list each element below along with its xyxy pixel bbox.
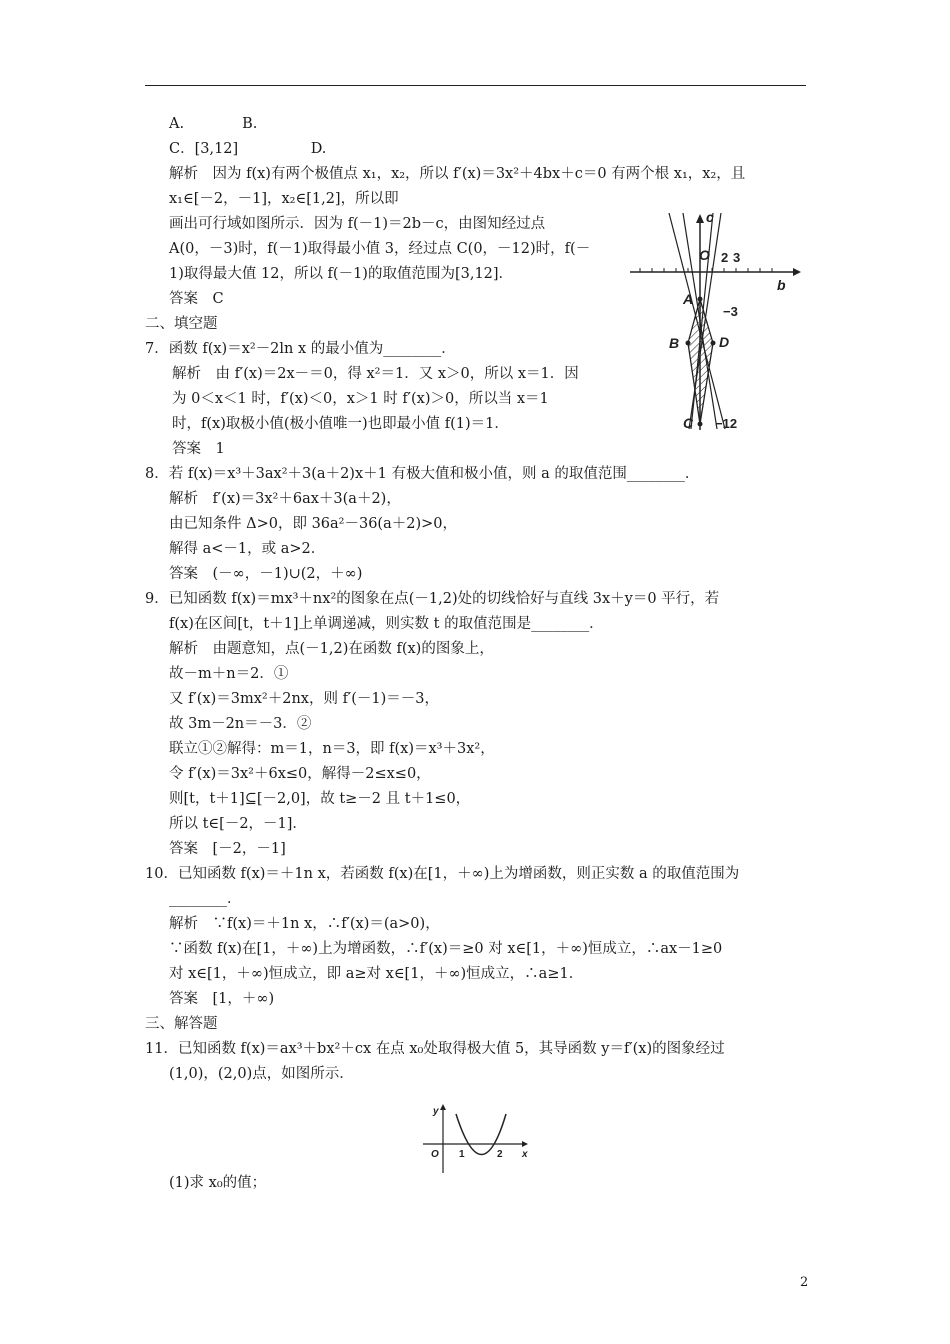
text-line: 解析 ∵f(x)＝＋1n x，∴f′(x)＝(a>0)， [169, 916, 440, 932]
feasible-region [688, 299, 713, 424]
origin-label-2: O [431, 1149, 439, 1160]
point-c-marker [698, 422, 703, 427]
text-line: (1,0)，(2,0)点，如图所示． [169, 1066, 354, 1082]
page-number: 2 [800, 1275, 809, 1290]
text-line: 8．若 f(x)＝x³＋3ax²＋3(a＋2)x＋1 有极大值和极小值，则 a 的取值范围________． [145, 466, 700, 482]
text-line: ________． [169, 891, 242, 907]
text-line: 解得 a<－1，或 a>2． [169, 541, 326, 557]
b-axis-arrow [793, 268, 801, 276]
text-line: 故 3m－2n＝－3．② [169, 716, 312, 732]
text-line: 答案 1 [172, 441, 225, 457]
x-axis-label: x [522, 1149, 528, 1160]
text-line: 对 x∈[1，＋∞)恒成立，即 a≥对 x∈[1，＋∞)恒成立，∴a≥1． [169, 966, 584, 982]
text-line: 令 f′(x)＝3x²＋6x≤0，解得－2≤x≤0， [169, 766, 431, 782]
header-rule [145, 85, 806, 86]
text-line: 解析 由题意知，点(－1,2)在函数 f(x)的图象上， [169, 641, 494, 657]
point-d-marker [711, 341, 716, 346]
text-line: 画出可行域如图所示．因为 f(－1)＝2b－c，由图知经过点 [169, 216, 546, 232]
text-line: x₁∈[－2，－1]，x₂∈[1,2]，所以即 [169, 191, 399, 207]
text-line: 时，f(x)取极小值(极小值唯一)也即最小值 f(1)＝1． [172, 416, 509, 432]
b-axis-label: b [777, 277, 786, 293]
y-axis-label: y [433, 1106, 439, 1117]
text-line: f(x)在区间[t，t＋1]上单调递减，则实数 t 的取值范围是________． [169, 616, 604, 632]
text-line: 答案 (－∞，－1)∪(2，＋∞) [169, 566, 363, 582]
text-line: 11．已知函数 f(x)＝ax³＋bx²＋cx 在点 x₀处取得极大值 5，其导函数 y＝f′(x)的图象经过 [145, 1041, 725, 1057]
y-axis-arrow [440, 1104, 446, 1110]
text-line: 联立①②解得：m＝1，n＝3，即 f(x)＝x³＋3x²， [169, 741, 495, 757]
text-line: 则[t，t＋1]⊆[－2,0]，故 t≥－2 且 t＋1≤0， [169, 791, 471, 807]
text-line: 故－m＋n＝2．① [169, 666, 289, 682]
text-line: (1)求 x₀的值； [169, 1175, 267, 1191]
text-line: 9．已知函数 f(x)＝mx³＋nx²的图象在点(－1,2)处的切线恰好与直线 3x＋y＝0 平行，若 [145, 591, 720, 607]
text-line: 二、填空题 [145, 316, 218, 332]
text-line: 解析 由 f′(x)＝2x－＝0，得 x²＝1．又 x＞0，所以 x＝1．因 [172, 366, 579, 382]
point-c-label: C [683, 415, 694, 431]
text-line: 答案 [1，＋∞) [169, 991, 275, 1007]
text-line: 7．函数 f(x)＝x²－2ln x 的最小值为________． [145, 341, 456, 357]
tick-1-label-2: 1 [459, 1149, 465, 1160]
text-line: C．[3,12] D. [169, 141, 327, 157]
text-line: 1)取得最大值 12，所以 f(－1)的取值范围为[3,12]． [169, 266, 514, 282]
neg12-label: −12 [715, 416, 738, 431]
point-a-label: A [683, 291, 694, 307]
feasible-region-figure [625, 205, 805, 435]
origin-label: O [699, 247, 710, 263]
text-line: 三、解答题 [145, 1016, 218, 1032]
c-axis-label: c [706, 209, 714, 225]
c-axis-arrow [696, 214, 704, 223]
text-line: 又 f′(x)＝3mx²＋2nx，则 f′(－1)＝－3， [169, 691, 439, 707]
tick-2-label-2: 2 [497, 1149, 503, 1160]
tick-2-label: 2 [721, 250, 729, 265]
text-line: 由已知条件 Δ>0，即 36a²－36(a＋2)>0， [169, 516, 457, 532]
text-line: 答案 C [169, 291, 224, 307]
text-line: 为 0＜x＜1 时，f′(x)＜0，x＞1 时 f′(x)＞0，所以当 x＝1 [172, 391, 549, 407]
text-line: 解析 因为 f(x)有两个极值点 x₁，x₂，所以 f′(x)＝3x²＋4bx＋c＝0 有两个根 x₁，x₂，且 [169, 166, 746, 182]
derivative-graph-figure [418, 1100, 538, 1175]
tick-3-label: 3 [733, 250, 741, 265]
text-line: 10．已知函数 f(x)＝＋1n x，若函数 f(x)在[1，＋∞)上为增函数，则正实数 a 的取值范围为 [145, 866, 740, 882]
x-axis-arrow [522, 1141, 528, 1147]
text-line: 所以 t∈[－2，－1]． [169, 816, 307, 832]
text-line: A(0，－3)时，f(－1)取得最小值 3，经过点 C(0，－12)时，f(－ [169, 241, 591, 257]
point-a-marker [698, 297, 703, 302]
neg3-label: −3 [723, 304, 738, 319]
text-line: A. B. [169, 116, 258, 132]
point-d-label: D [719, 334, 730, 350]
text-line: ∵函数 f(x)在[1，＋∞)上为增函数，∴f′(x)＝≥0 对 x∈[1，＋∞)恒成立，∴ax－1≥0 [169, 941, 723, 957]
text-line: 解析 f′(x)＝3x²＋6ax＋3(a＋2)， [169, 491, 401, 507]
point-b-label: B [669, 335, 680, 351]
point-b-marker [686, 341, 691, 346]
text-line: 答案 [－2，－1] [169, 841, 286, 857]
